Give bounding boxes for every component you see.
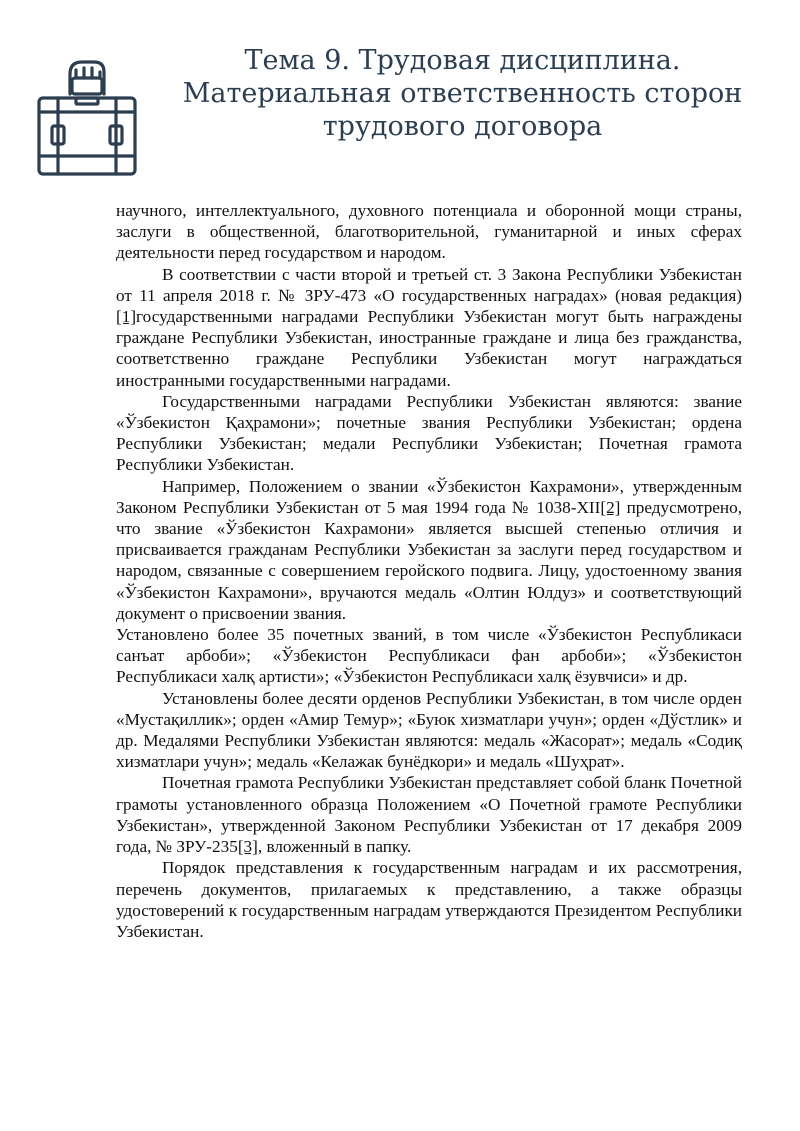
title-line-2: Материальная ответственность сторон <box>182 78 743 109</box>
paragraph-text: Установлены более десяти орденов Республики Узбекистан, в том числе орден «Мустақиллик»; орден «Амир Темур»; «Буюк хизматлари учун»; орден «Дўстлик» и др. Медалями Республики Узбекистан являются: медаль «Жасорат»; медаль «Содиқ хизматлари учун»; медаль «Келажак бунёдкори» и медаль «Шуҳрат». <box>116 688 742 772</box>
paragraph <box>116 688 742 773</box>
body-text <box>116 200 742 942</box>
briefcase-with-hand-icon <box>36 56 138 178</box>
paragraph <box>116 476 742 624</box>
paragraph <box>116 200 742 264</box>
paragraph-text: Почетная грамота Республики Узбекистан представляет собой бланк Почетной грамоты установленного образца Положением «О Почетной грамоте Республики Узбекистан», утвержденной Законом Республики Узбекистан от 17 декабря 2009 года, № ЗРУ-235 <box>116 773 742 857</box>
title-line-1: Тема 9. Трудовая дисциплина. <box>244 45 681 76</box>
paragraph-text: , вложенный в папку. <box>257 837 412 857</box>
paragraph <box>116 772 742 857</box>
paragraph <box>116 624 742 688</box>
paragraph-text: научного, интеллектуального, духовного потенциала и оборонной мощи страны, заслуги в общественной, благотворительной, гуманитарной и иных сферах деятельности перед государством и народом. <box>116 201 742 263</box>
paragraph-text: государственными наградами Республики Узбекистан могут быть награждены граждане Республики Узбекистан, иностранные граждане и лица без гражданства, соответственно граждане Республики Узбекистан могут награждаться иностранными государственными наградами. <box>116 307 742 390</box>
paragraph-text: Порядок представления к государственным наградам и их рассмотрения, перечень документов, прилагаемых к представлению, а также образцы удостоверений к государственным наградам утверждаются Президентом Республики Узбекистан. <box>116 858 742 941</box>
paragraph-text: Государственными наградами Республики Узбекистан являются: звание «Ўзбекистон Қаҳрамони»; почетные звания Республики Узбекистан; ордена Республики Узбекистан; медали Республики Узбекистан; Почетная грамота Республики Узбекистан. <box>116 391 742 475</box>
paragraph-text: В соответствии с части второй и третьей ст. 3 Закона Республики Узбекистан от 11 апреля 2018 г. № ЗРУ-473 «О государственных наградах» (новая редакция) <box>116 264 742 305</box>
footnote-link[interactable]: [3] <box>237 837 258 857</box>
paragraph <box>116 857 742 942</box>
paragraph-text: Например, Положением о звании «Ўзбекистон Кахрамони», утвержденным Законом Республики Узбекистан от 5 мая 1994 года № 1038-XII <box>116 476 742 517</box>
title-line-3: трудового договора <box>322 111 603 142</box>
paragraph-text: предусмотрено, что звание «Ўзбекистон Кахрамони» является высшей степенью отличия и присваивается гражданам Республики Узбекистан за заслуги перед государством и народом, связанные с совершением геройского подвига. Лицу, удостоенному звания «Ўзбекистон Кахрамони», вручаются медаль «Олтин Юлдуз» и соответствующий документ о присвоении звания. <box>116 497 743 623</box>
paragraph-text: Установлено более 35 почетных званий, в том числе «Ўзбекистон Республикаси санъат арбоби»; «Ўзбекистон Республикаси фан арбоби»; «Ўзбекистон Республикаси халқ артисти»; «Ўзбекистон Республикаси халқ ёзувчиси» и др. <box>116 625 742 687</box>
footnote-link[interactable]: [2] <box>600 497 621 517</box>
paragraph <box>116 391 742 476</box>
page-title <box>140 44 785 143</box>
paragraph <box>116 264 742 391</box>
footnote-link[interactable]: [1] <box>116 307 137 327</box>
